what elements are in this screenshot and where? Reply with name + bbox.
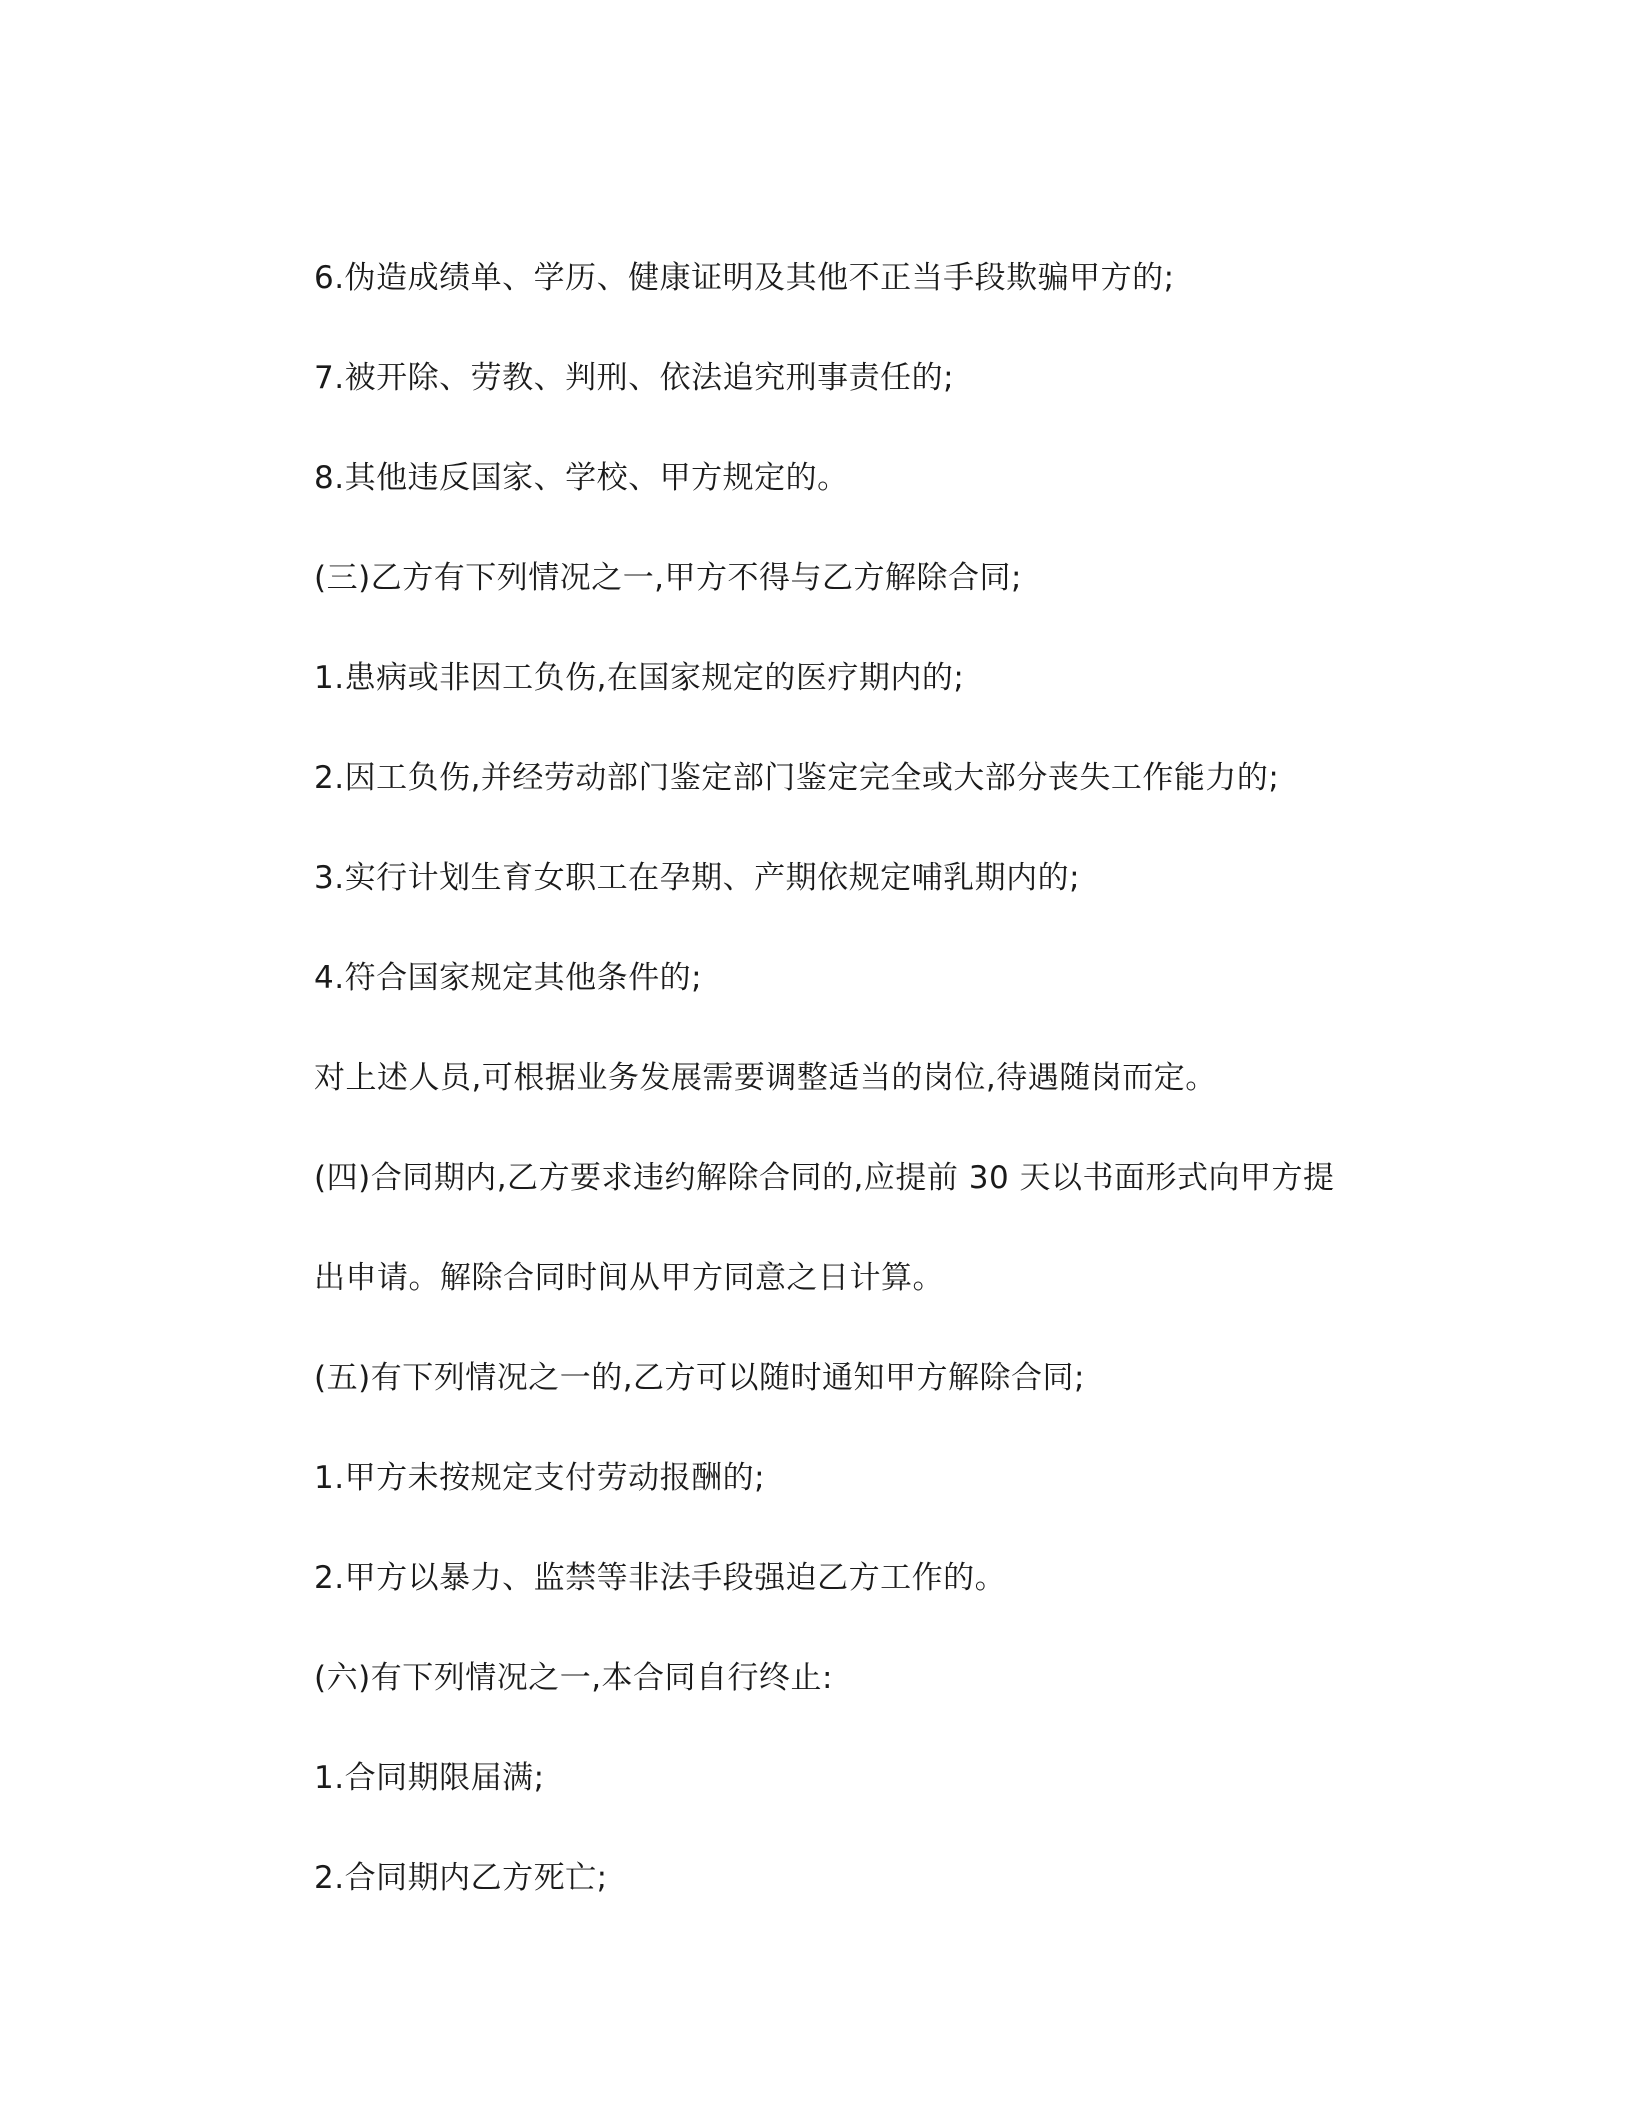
clause-line-1-expiry: 1.合同期限届满; — [314, 1760, 545, 1796]
clause-line-2-coercion: 2.甲方以暴力、监禁等非法手段强迫乙方工作的。 — [314, 1560, 1007, 1596]
section-heading-6: (六)有下列情况之一,本合同自行终止: — [314, 1660, 833, 1696]
section-heading-4: (四)合同期内,乙方要求违约解除合同的,应提前 30 天以书面形式向甲方提 — [314, 1160, 1335, 1196]
clause-line-1-illness: 1.患病或非因工负伤,在国家规定的医疗期内的; — [314, 660, 965, 696]
clause-line-7-dismissal: 7.被开除、劳教、判刑、依法追究刑事责任的; — [314, 360, 955, 396]
clause-line-2-death: 2.合同期内乙方死亡; — [314, 1860, 608, 1896]
section-heading-3: (三)乙方有下列情况之一,甲方不得与乙方解除合同; — [314, 560, 1022, 596]
clause-line-6-forgery: 6.伪造成绩单、学历、健康证明及其他不正当手段欺骗甲方的; — [314, 260, 1175, 296]
clause-line-3-maternity: 3.实行计划生育女职工在孕期、产期依规定哺乳期内的; — [314, 860, 1081, 896]
document-body — [314, 228, 1414, 1928]
clause-line-8-other-violations: 8.其他违反国家、学校、甲方规定的。 — [314, 460, 849, 496]
section-4-continuation: 出申请。解除合同时间从甲方同意之日计算。 — [314, 1260, 944, 1296]
clause-line-4-other-conditions: 4.符合国家规定其他条件的; — [314, 960, 703, 996]
clause-line-1-unpaid: 1.甲方未按规定支付劳动报酬的; — [314, 1460, 766, 1496]
paragraph-reassignment: 对上述人员,可根据业务发展需要调整适当的岗位,待遇随岗而定。 — [314, 1060, 1217, 1096]
section-heading-5: (五)有下列情况之一的,乙方可以随时通知甲方解除合同; — [314, 1360, 1085, 1396]
clause-line-2-work-injury: 2.因工负伤,并经劳动部门鉴定部门鉴定完全或大部分丧失工作能力的; — [314, 760, 1280, 796]
